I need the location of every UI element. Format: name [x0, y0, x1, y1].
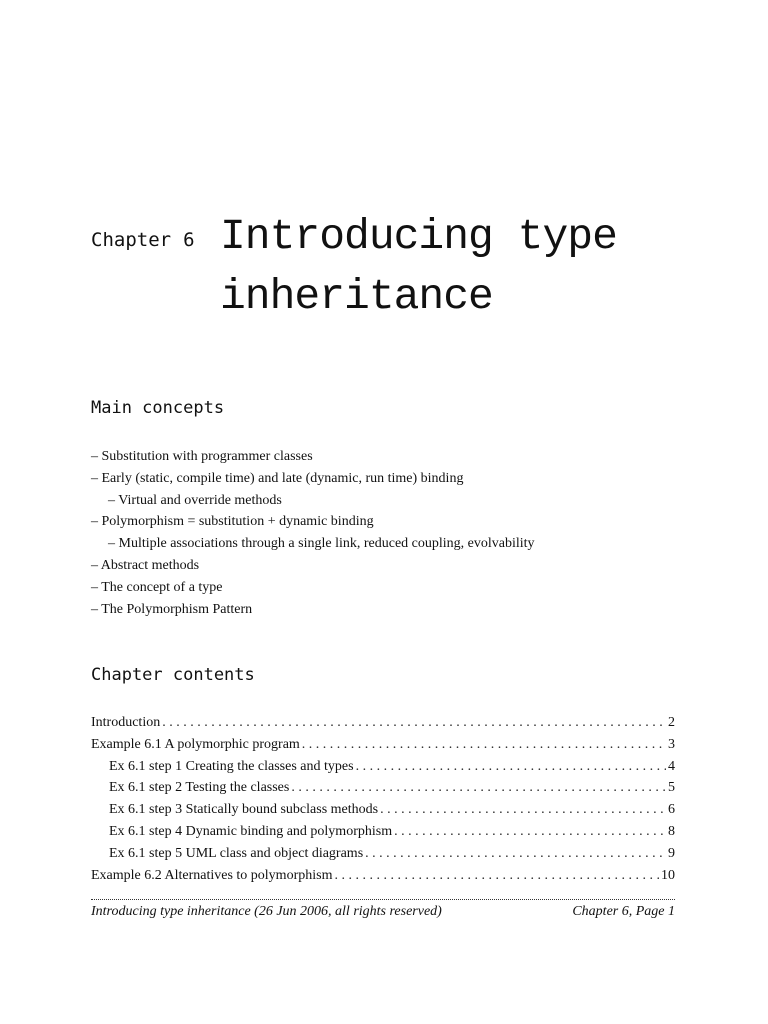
toc-leader-dots	[394, 821, 666, 843]
toc-entry-title: Ex 6.1 step 4 Dynamic binding and polymorphism	[109, 823, 393, 839]
toc-entry-page: 10	[661, 867, 675, 883]
footer-document-info: Introducing type inheritance (26 Jun 2006, all rights reserved)	[91, 904, 442, 919]
toc-entry-title: Ex 6.1 step 2 Testing the classes	[109, 780, 290, 796]
toc-leader-dots	[162, 712, 666, 734]
toc-leader-dots	[291, 777, 666, 799]
chapter-contents-heading: Chapter contents	[91, 665, 255, 685]
toc-entry-title: Ex 6.1 step 5 UML class and object diagrams	[109, 845, 364, 861]
concept-item: – Polymorphism = substitution + dynamic binding	[91, 514, 374, 530]
concept-item: – The Polymorphism Pattern	[91, 601, 253, 617]
toc-leader-dots	[365, 843, 666, 865]
toc-entry[interactable]	[91, 799, 675, 821]
footer-page-number: Chapter 6, Page 1	[572, 904, 675, 919]
toc-entry[interactable]	[91, 756, 675, 778]
toc-entry[interactable]	[91, 712, 675, 734]
toc-entry-page: 6	[668, 802, 675, 818]
toc-entry[interactable]	[91, 865, 675, 887]
concept-item: – The concept of a type	[91, 579, 223, 595]
toc-leader-dots	[302, 734, 666, 756]
toc-leader-dots	[356, 756, 666, 778]
toc-entry[interactable]	[91, 821, 675, 843]
toc-entry-page: 5	[668, 780, 675, 796]
toc-entry-page: 2	[668, 715, 675, 730]
toc-entry-title: Ex 6.1 step 1 Creating the classes and types	[109, 758, 354, 774]
footer-divider	[91, 899, 675, 900]
chapter-title: Introducing type inheritance	[220, 212, 617, 321]
toc-entry[interactable]	[91, 843, 675, 865]
concept-item: – Early (static, compile time) and late (dynamic, run time) binding	[91, 470, 464, 486]
toc-entry-title: Introduction	[91, 715, 161, 730]
toc-leader-dots	[334, 865, 659, 887]
toc-entry-title: Example 6.2 Alternatives to polymorphism	[91, 867, 333, 883]
concept-item: – Virtual and override methods	[108, 492, 282, 508]
toc-entry[interactable]	[91, 777, 675, 799]
toc-entry-page: 4	[668, 758, 675, 774]
toc-leader-dots	[380, 799, 666, 821]
table-of-contents	[91, 712, 675, 886]
main-concepts-list	[91, 446, 691, 620]
chapter-label	[91, 229, 195, 251]
toc-entry-page: 9	[668, 845, 675, 861]
toc-entry-page: 8	[668, 823, 675, 839]
toc-entry[interactable]	[91, 734, 675, 756]
chapter-word: Chapter	[91, 229, 172, 251]
concept-item: – Abstract methods	[91, 557, 200, 573]
concept-item: – Substitution with programmer classes	[91, 449, 313, 464]
chapter-number: 6	[183, 229, 195, 251]
toc-entry-title: Example 6.1 A polymorphic program	[91, 736, 300, 752]
toc-entry-page: 3	[668, 736, 675, 752]
concept-item: – Multiple associations through a single link, reduced coupling, evolvability	[108, 536, 535, 552]
toc-entry-title: Ex 6.1 step 3 Statically bound subclass methods	[109, 802, 379, 818]
main-concepts-heading: Main concepts	[91, 398, 225, 418]
